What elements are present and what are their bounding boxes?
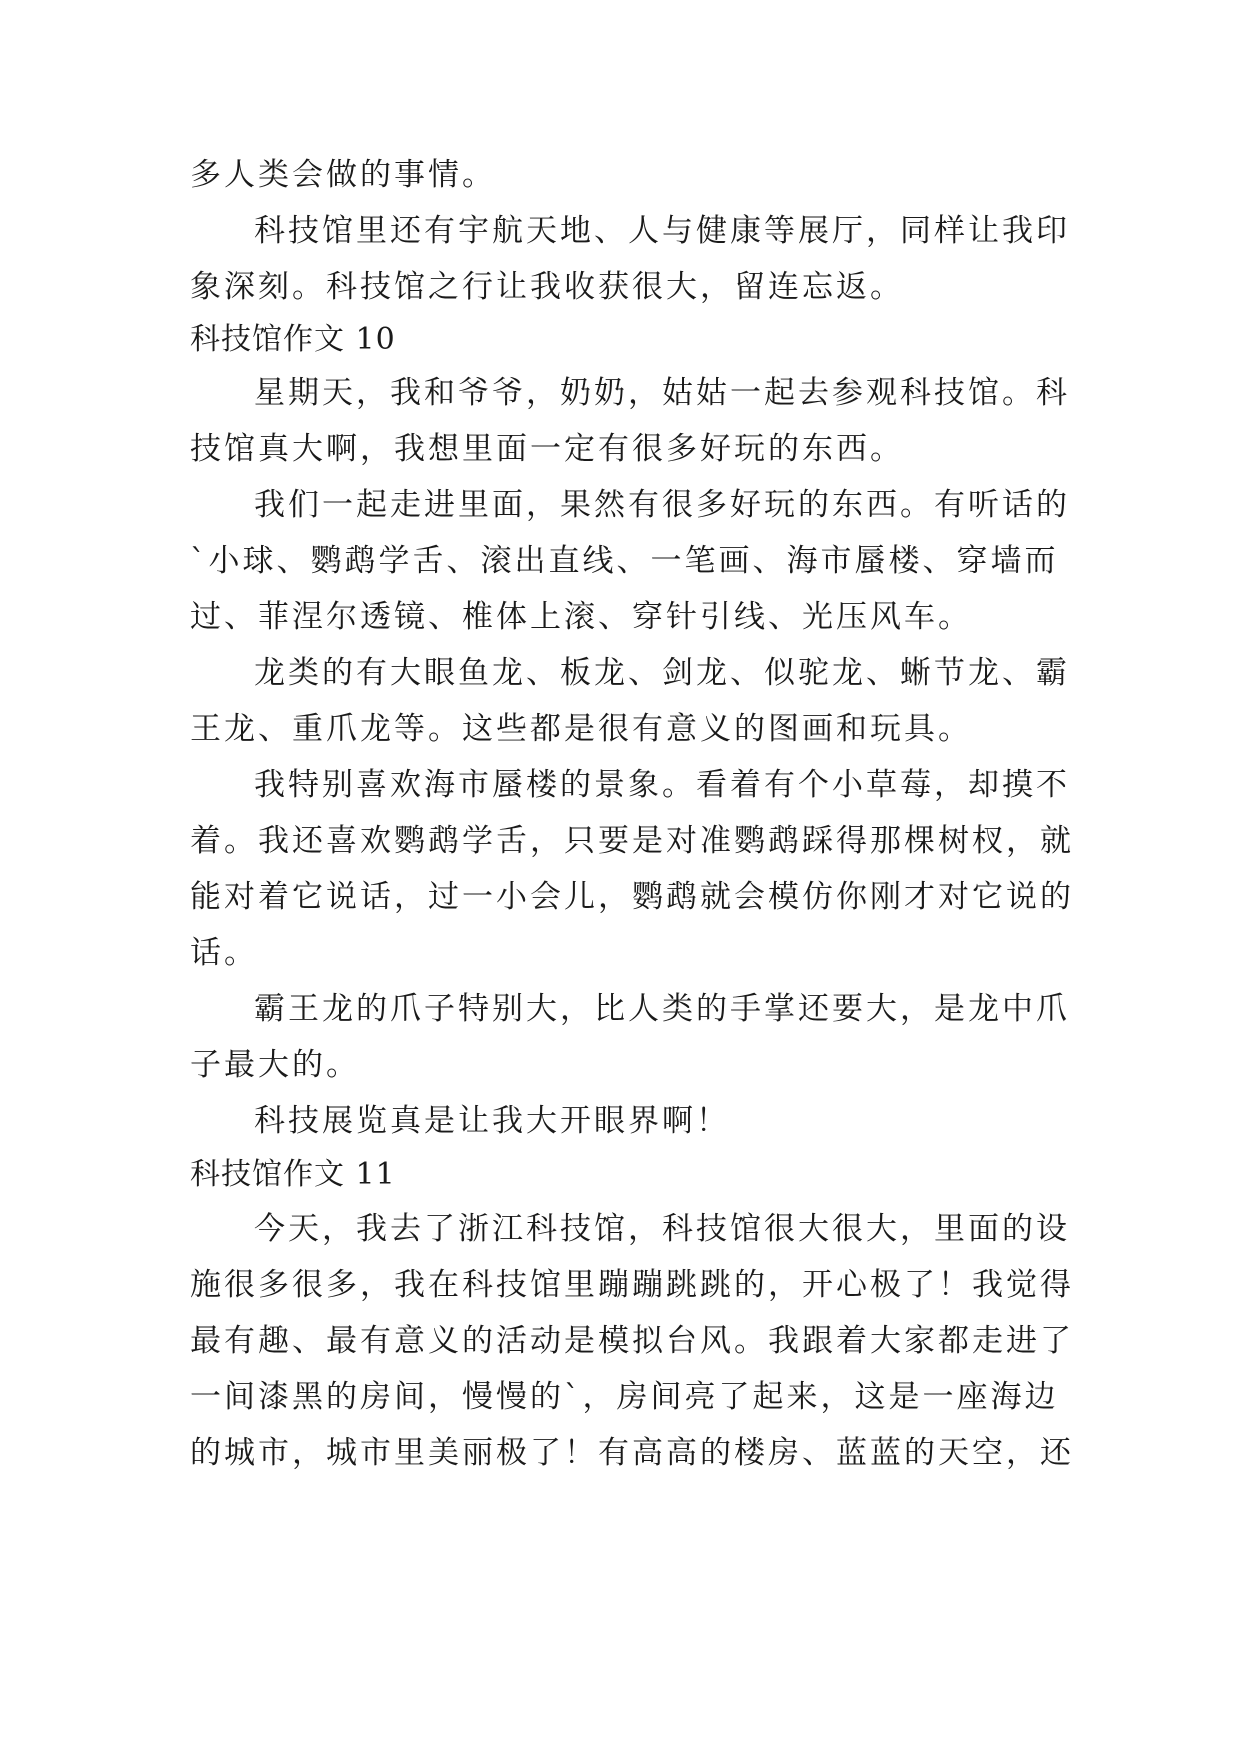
paragraph-line: 象深刻。科技馆之行让我收获很大，留连忘返。 bbox=[190, 269, 904, 305]
paragraph-line: 我特别喜欢海市蜃楼的景象。看着有个小草莓，却摸不 bbox=[254, 767, 1070, 803]
paragraph-line: 着。我还喜欢鹦鹉学舌，只要是对准鹦鹉踩得那棵树杈，就 bbox=[190, 823, 1074, 859]
paragraph-line: 技馆真大啊，我想里面一定有很多好玩的东西。 bbox=[190, 431, 904, 467]
paragraph-line: 科技馆里还有宇航天地、人与健康等展厅，同样让我印 bbox=[254, 213, 1070, 249]
section-heading: 科技馆作文 11 bbox=[190, 1157, 396, 1192]
paragraph-line: 子最大的。 bbox=[190, 1047, 360, 1083]
paragraph-line: 今天，我去了浙江科技馆，科技馆很大很大，里面的设 bbox=[254, 1211, 1070, 1247]
paragraph-line: 我们一起走进里面，果然有很多好玩的东西。有听话的 bbox=[254, 487, 1070, 523]
section-heading: 科技馆作文 10 bbox=[190, 322, 396, 357]
paragraph-line: 星期天，我和爷爷，奶奶，姑姑一起去参观科技馆。科 bbox=[254, 375, 1070, 411]
paragraph-line: 龙类的有大眼鱼龙、板龙、剑龙、似驼龙、蜥节龙、霸 bbox=[254, 655, 1070, 691]
paragraph-line: 一间漆黑的房间，慢慢的`，房间亮了起来，这是一座海边 bbox=[190, 1379, 1059, 1415]
paragraph-line: `小球、鹦鹉学舌、滚出直线、一笔画、海市蜃楼、穿墙而 bbox=[190, 543, 1059, 579]
paragraph-line: 多人类会做的事情。 bbox=[190, 157, 496, 193]
paragraph-line: 科技展览真是让我大开眼界啊！ bbox=[254, 1103, 730, 1139]
paragraph-line: 话。 bbox=[190, 935, 258, 971]
paragraph-line: 过、菲涅尔透镜、椎体上滚、穿针引线、光压风车。 bbox=[190, 599, 972, 635]
paragraph-line: 能对着它说话，过一小会儿，鹦鹉就会模仿你刚才对它说的 bbox=[190, 879, 1074, 915]
paragraph-line: 最有趣、最有意义的活动是模拟台风。我跟着大家都走进了 bbox=[190, 1323, 1074, 1359]
paragraph-line: 的城市，城市里美丽极了！有高高的楼房、蓝蓝的天空，还 bbox=[190, 1435, 1074, 1471]
paragraph-line: 王龙、重爪龙等。这些都是很有意义的图画和玩具。 bbox=[190, 711, 972, 747]
paragraph-line: 施很多很多，我在科技馆里蹦蹦跳跳的，开心极了！我觉得 bbox=[190, 1267, 1074, 1303]
paragraph-line: 霸王龙的爪子特别大，比人类的手掌还要大，是龙中爪 bbox=[254, 991, 1070, 1027]
